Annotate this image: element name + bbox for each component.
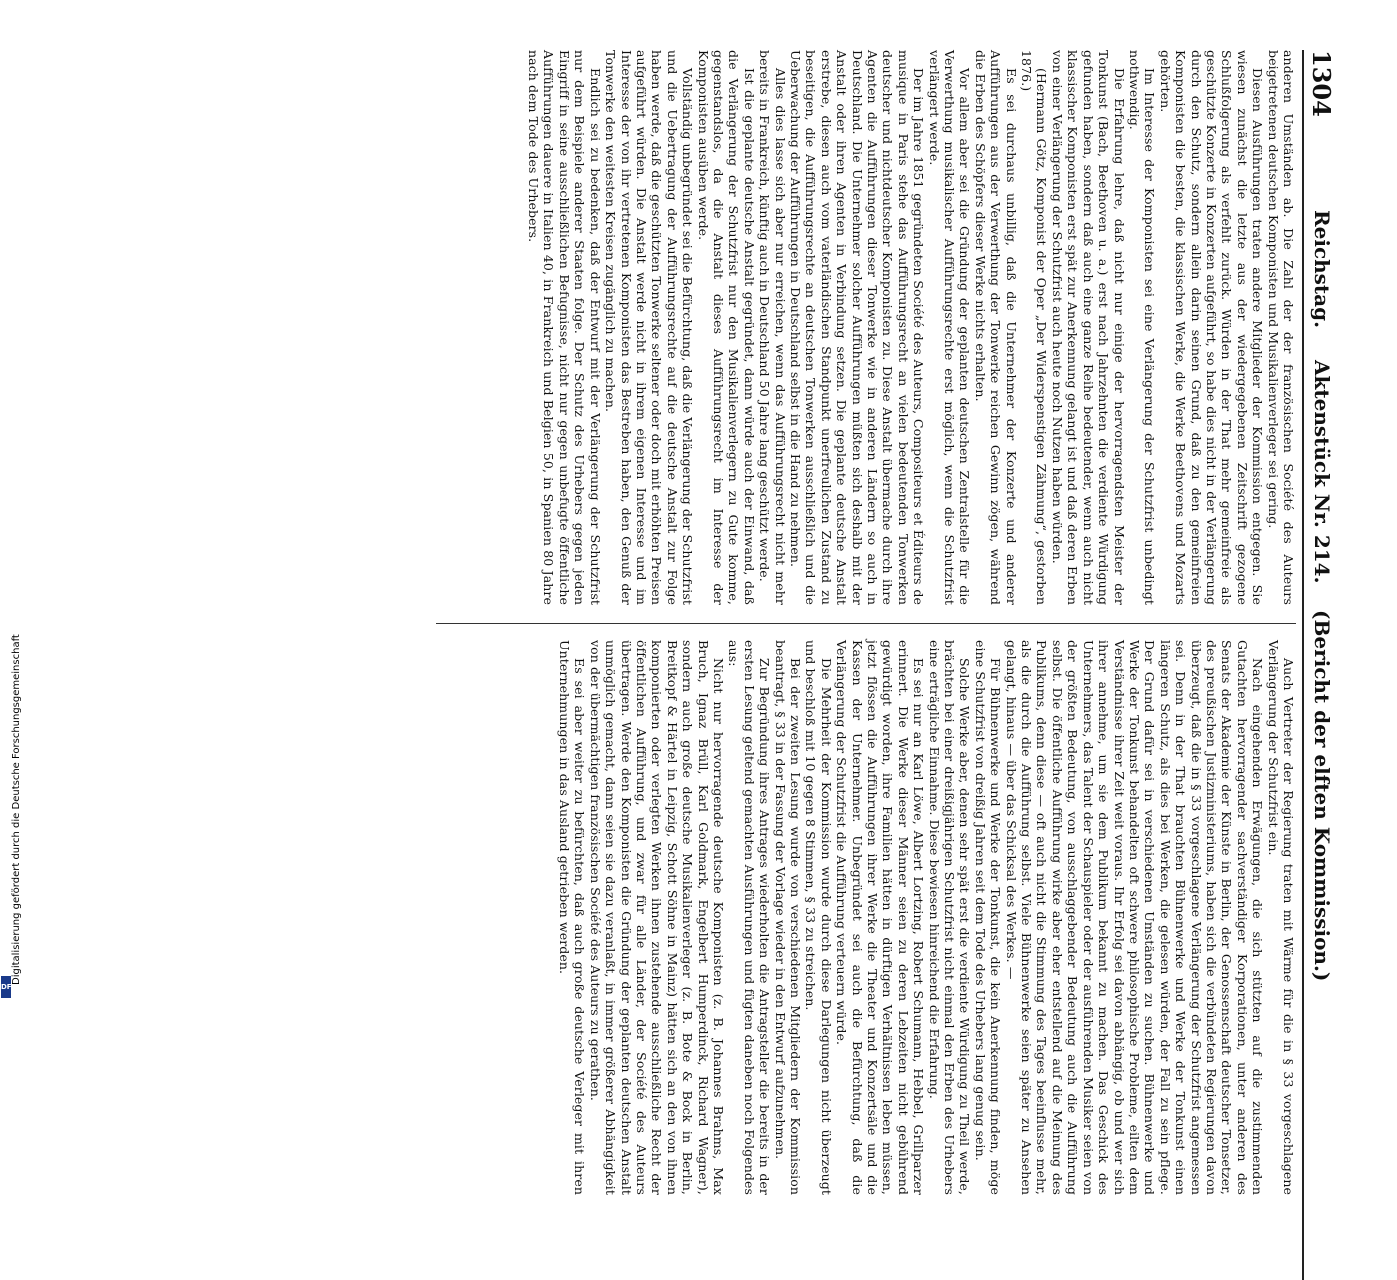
paragraph: Nicht nur hervorragende deutsche Komponisten (z. B. Johannes Brahms, Max Bruch, Ignaz Brüll, Karl Goldmark, Engelbert Humperdinck, Richard Wagner), sondern auch große deutsche Musikalienverleger (z. B. Bote & Bock in Berlin, Breitkopf & Härtel in Leipzig, Schott Söhne in Mainz) hätten sich an den von ihnen komponierten oder verlegten Werken ihnen zustehende ausschließliche Recht der öffentlichen Aufführung, und zwar für alle Länder, der Société des Auteurs übertragen. Werde den Komponisten die Gründung der geplanten deutschen Anstalt unmöglich gemacht, dann seien sie dazu veranlaßt, in immer größerer Abhängigkeit von der übermächtigen französischen Société des Auteurs zu gerathen.	[587, 640, 726, 1195]
paragraph: Die Mehrheit der Kommission wurde durch diese Darlegungen nicht überzeugt und beschloß mit 10 gegen 8 Stimmen, § 33 zu streichen.	[803, 640, 834, 1195]
paragraph: Bei der zweiten Lesung wurde von verschiedenen Mitgliedern der Kommission beantragt, § 33 in der Fassung der Vorlage wieder in den Entwurf aufzunehmen.	[772, 640, 803, 1195]
paragraph: Solche Werke aber, denen sehr spät erst die verdiente Würdigung zu Theil werde, brächten bei einer dreißigjährigen Schutzfrist nicht einmal den Erben des Urhebers eine erträgliche Einnahme. Diese bewiesen hinreichend die Erfahrung.	[926, 640, 973, 1195]
rotated-page-content	[90, 50, 1340, 1195]
paragraph: Zur Begründung ihres Antrages wiederholten die Antragsteller die bereits in der ersten Lesung geltend gemachten Ausführungen und fügten daneben noch Folgendes aus:	[726, 640, 773, 1195]
paragraph: Im Interesse der Komponisten sei eine Verlängerung der Schutzfrist unbedingt nothwendig.	[1126, 50, 1158, 605]
paragraph: Es sei aber weiter zu befürchten, daß auch große deutsche Verleger mit ihren Unternehmungen in das Ausland getrieben werden.	[556, 640, 588, 1195]
paragraph: Es sei nur an Karl Löwe, Albert Lortzing, Robert Schumann, Hebbel, Grillparzer erinnert. Die Werke dieser Männer seien zu deren Lebzeiten nicht gebührend gewürdigt worden, ihre Familien hätten in dürftigen Verhältnissen leben müssen, jetzt flössen die Aufführungen ihrer Werke die Theater und Konzertsäle und die Kassen der Unternehmer. Unbegründet sei auch die Befürchtung, daß die Verlängerung der Schutzfrist die Aufführung verteuern würde.	[834, 640, 927, 1195]
paragraph: Endlich sei zu bedenken, daß der Entwurf mit der Verlängerung der Schutzfrist nur dem Beispiele anderer Staaten folge. Der Schutz des Urhebers gegen jeden Eingriff in seine ausschließlichen Befugnisse, nicht nur gegen unbefugte öffentliche Aufführungen dauere in Italien 40, in Frankreich und Belgien 50, in Spanien 80 Jahre nach dem Tode des Urhebers.	[526, 50, 603, 605]
paragraph: Vor allem aber sei die Gründung der geplanten deutschen Zentralstelle für die Verwerthung musikalischer Aufführungsrechte erst möglich, wenn die Schutzfrist verlängert werde.	[926, 50, 973, 605]
paragraph: Für Bühnenwerke und Werke der Tonkunst, die kein Anerkennung finden, möge eine Schutzfrist von dreißig Jahren seit dem Tode des Urhebers lang genug sein.	[972, 640, 1004, 1195]
column-divider	[436, 623, 1296, 624]
header-rule	[1302, 50, 1304, 1280]
header-sheet-number: Aktenstück Nr. 214.	[1310, 360, 1334, 584]
digitization-note: Digitalisierung gefördert durch die Deutsche Forschungsgemeinschaft	[11, 634, 22, 985]
paragraph: Diesen Ausführungen traten andere Mitglieder der Kommission entgegen. Sie wiesen zunächst die letzte aus der wiedergegebenen Zeitschrift gezogene Schlußfolgerung als verfehlt zurück. Würden in der That mehr gemeinfreie als geschützte Konzerte in Konzerten aufgeführt, so habe dies nicht in der Verlängerung durch den Schutz, sondern allein darin seinen Grund, daß zu den gemeinfreien Komponisten die besten, die klassischen Werke, die Werke Beethovens und Mozarts gehörten.	[1157, 50, 1266, 605]
paragraph: Auch Vertreter der Regierung traten mit Wärme für die in § 33 vorgeschlagene Verlängerung der Schutzfrist ein.	[1265, 640, 1296, 1195]
paragraph: Es sei durchaus unbillig, daß die Unternehmer der Konzerte und anderer Aufführungen aus der Verwerthung der Tonwerke reichen Gewinn zögen, während die Erben des Schöpfers dieser Werke nichts erhalten.	[972, 50, 1019, 605]
digitization-footer	[0, 0, 22, 1000]
header-report-title: (Bericht der elften Kommission.)	[1310, 610, 1334, 982]
paragraph: (Hermann Götz, Komponist der Oper „Der Widerspenstigen Zähmung“, gestorben 1876.)	[1019, 50, 1050, 605]
paragraph: Der im Jahre 1851 gegründeten Société des Auteurs, Compositeurs et Éditeurs de musique in Paris stehe das Aufführungsrecht an vielen bedeutenden Tonwerken deutscher und nichtdeutscher Komponisten zu. Diese Anstalt übermache durch ihre Agenten die Aufführungen dieser Tonwerke wie in anderen Ländern so auch in Deutschland. Die Unternehmer solcher Aufführungen müßten sich deshalb mit der Anstalt oder ihren Agenten in Verbindung setzen. Die geplante deutsche Anstalt erstrebe, diesen auch vom vaterländischen Standpunkt unerfreulichen Zustand zu beseitigen, die Aufführungsrechte an deutschen Tonwerken ausschließlich und die Ueberwachung der Aufführungen in Deutschland selbst in die Hand zu nehmen.	[788, 50, 927, 605]
right-text-column	[557, 640, 1297, 1195]
header-place: Reichstag.	[1310, 210, 1334, 329]
paragraph: Alles dies lasse sich aber nur erreichen, wenn das Aufführungsrecht nicht mehr bereits in Frankreich, künftig auch in Deutschland 50 Jahre lang geschützt werde.	[757, 50, 788, 605]
left-text-column	[526, 50, 1296, 605]
paragraph: Vollständig unbegründet sei die Befürchtung, daß die Verlängerung der Schutzfrist und die Uebertragung der Aufführungsrechte auf die deutsche Anstalt zur Folge haben werde, daß die geschützten Tonwerke seltener oder doch mit erhöhten Preisen aufgeführt würden. Die Anstalt werde nicht in ihrem eigenen Interesse und im Interesse der von ihr vertretenen Komponisten das Bestreben haben, den Genuß der Tonwerke den weitesten Kreisen zugänglich zu machen.	[603, 50, 696, 605]
paragraph: Ist die geplante deutsche Anstalt gegründet, dann würde auch der Einwand, daß die Verlängerung der Schutzfrist nur den Musikalienverlegern zu Gute komme, gegenstandslos, da die Anstalt dieses Aufführungsrecht im Interesse der Komponisten ausüben werde.	[695, 50, 757, 605]
paragraph: anderen Umständen ab. Die Zahl der der französischen Société des Auteurs beigetretenen deutschen Komponisten und Musikalienverleger sei gering.	[1265, 50, 1296, 605]
page-number: 1304	[1307, 50, 1336, 117]
dfg-logo: DFG	[1, 976, 11, 998]
paragraph: Nach eingehenden Erwägungen, die sich stützten auf die zustimmenden Gutachten hervorragender sachverständiger Korporationen, unter anderen des Senats der Akademie der Künste in Berlin, der Genossenschaft deutscher Tonsetzer, des preußischen Justizministeriums, haben sich die verbündeten Regierungen davon überzeugt, daß die in § 33 vorgeschlagene Verlängerung der Schutzfrist angemessen sei. Denn in der That brauchten Bühnenwerke und Werke der Tonkunst einen längeren Schutz, als dies bei Werken, die gelesen würden, der Fall zu sein pflege. Der Grund dafür sei in verschiedenen Umständen zu suchen. Bühnenwerke und Werke der Tonkunst behandelten oft schwere philosophische Probleme, eilten dem Verständnisse ihrer Zeit weit voraus. Ihr Erfolg sei davon abhängig, ob und wer sich ihrer annehme, um sie dem Publikum bekannt zu machen. Das Geschick des Unternehmers, das Talent der Schauspieler oder der ausführenden Musiker seien von der größten Bedeutung, von ausschlaggebender Bedeutung auch die Aufführung selbst. Die öffentliche Aufführung wirke aber eher entstellend auf die Meinung des Publikums, denn diese — oft auch nicht die Stimmung des Tages beeinflusse mehr, als die durch die Aufführung selbst. Viele Bühnenwerke seien später zu Ansehen gelangt, hinaus — über das Schicksal des Werkes. —	[1003, 640, 1266, 1195]
page-header	[1306, 50, 1340, 980]
paragraph: Die Erfahrung lehre, daß nicht nur einige der hervorragendsten Meister der Tonkunst (Bach, Beethoven u. a.) erst nach Jahrzehnten die verdiente Würdigung gefunden haben, sondern daß auch eine ganze Reihe bedeutender, wenn auch nicht klassischer Komponisten erst spät zur Anerkennung gelangt ist und daß deren Erben von einer Verlängerung der Schutzfrist auch heute noch Nutzen haben würden.	[1049, 50, 1127, 605]
